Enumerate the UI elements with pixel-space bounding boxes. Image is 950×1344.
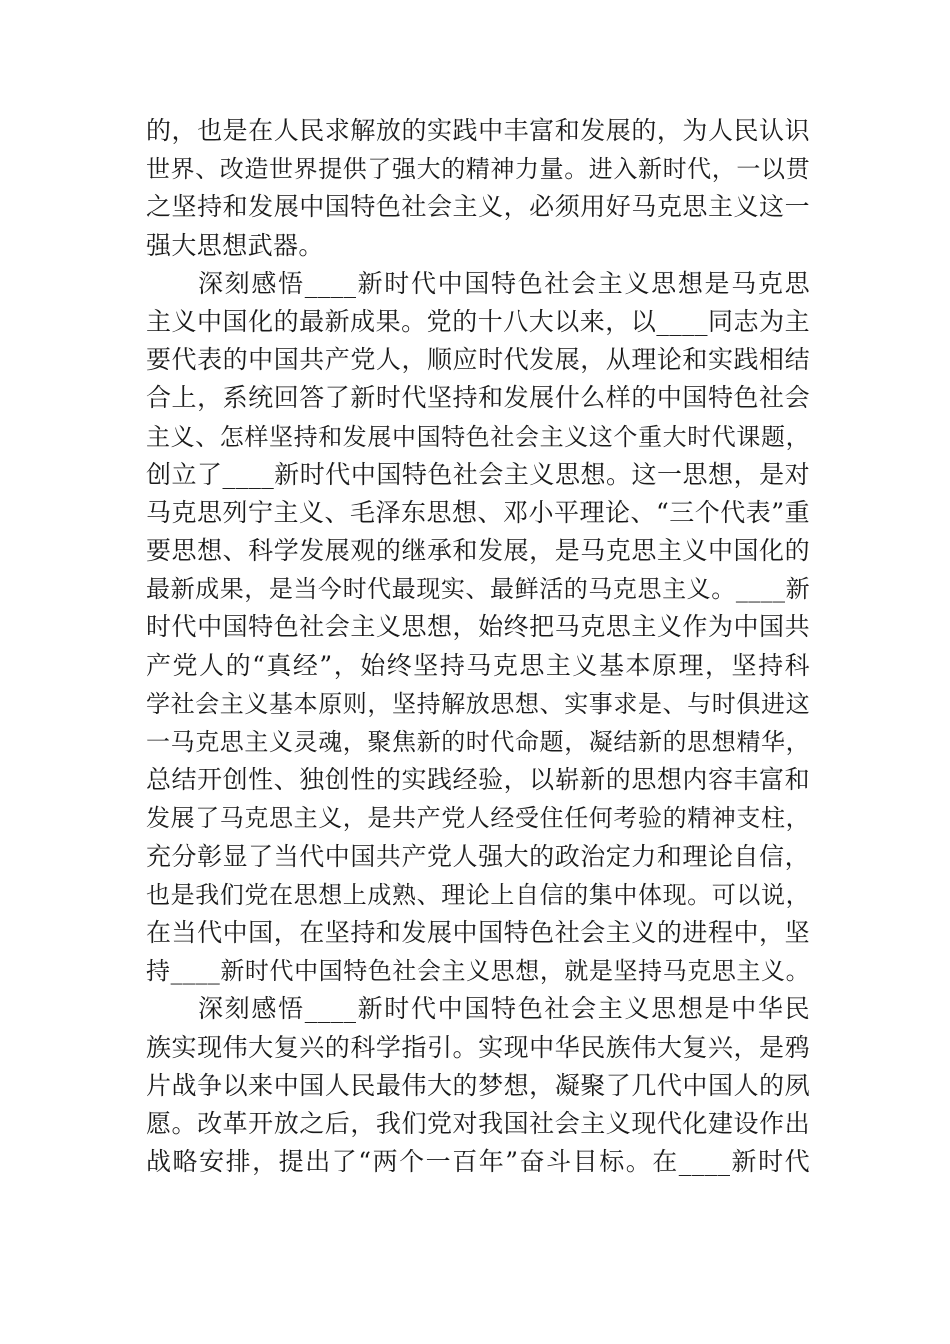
text-line: 合上，系统回答了新时代坚持和发展什么样的中国特色社会	[146, 383, 810, 413]
text-line: 强大思想武器。	[146, 230, 324, 260]
text-line: 时代中国特色社会主义思想，始终把马克思主义作为中国共	[146, 612, 810, 642]
text-line: 主义中国化的最新成果。党的十八大以来，以____同志为主	[146, 306, 810, 336]
text-line: 世界、改造世界提供了强大的精神力量。进入新时代，一以贯	[146, 155, 810, 184]
text-line: 战略安排，提出了“两个一百年”奋斗目标。在____新时代	[146, 1147, 810, 1177]
text-line: 愿。改革开放之后，我们党对我国社会主义现代化建设作出	[146, 1108, 810, 1138]
text-line: 深刻感悟____新时代中国特色社会主义思想是中华民	[198, 994, 810, 1024]
text-line: 学社会主义基本原则，坚持解放思想、实事求是、与时俱进这	[146, 689, 810, 718]
text-line: 充分彰显了当代中国共产党人强大的政治定力和理论自信，	[146, 841, 810, 871]
text-line: 最新成果，是当今时代最现实、最鲜活的马克思主义。____新	[146, 575, 810, 604]
text-line: 创立了____新时代中国特色社会主义思想。这一思想，是对	[146, 459, 810, 489]
text-line: 的，也是在人民求解放的实践中丰富和发展的，为人民认识	[146, 116, 810, 145]
text-line: 片战争以来中国人民最伟大的梦想，凝聚了几代中国人的夙	[146, 1070, 810, 1100]
text-line: 也是我们党在思想上成熟、理论上自信的集中体现。可以说，	[146, 880, 810, 909]
text-line: 要代表的中国共产党人，顺应时代发展，从理论和实践相结	[146, 345, 810, 375]
text-line: 产党人的“真经”，始终坚持马克思主义基本原理，坚持科	[146, 650, 810, 680]
text-line: 一马克思主义灵魂，聚焦新的时代命题，凝结新的思想精华，	[146, 728, 810, 756]
text-line: 总结开创性、独创性的实践经验，以崭新的思想内容丰富和	[146, 765, 810, 795]
text-line: 族实现伟大复兴的科学指引。实现中华民族伟大复兴，是鸦	[146, 1032, 810, 1062]
text-line: 马克思列宁主义、毛泽东思想、邓小平理论、“三个代表”重	[146, 497, 810, 527]
text-line: 深刻感悟____新时代中国特色社会主义思想是马克思	[198, 268, 810, 298]
text-line: 在当代中国，在坚持和发展中国特色社会主义的进程中，坚	[146, 917, 810, 947]
text-line: 要思想、科学发展观的继承和发展，是马克思主义中国化的	[146, 536, 810, 566]
text-line: 主义、怎样坚持和发展中国特色社会主义这个重大时代课题，	[146, 422, 810, 451]
body-text	[146, 112, 810, 1181]
text-line: 持____新时代中国特色社会主义思想，就是坚持马克思主义。	[146, 957, 810, 986]
text-line: 之坚持和发展中国特色社会主义，必须用好马克思主义这一	[146, 192, 810, 222]
text-line: 发展了马克思主义，是共产党人经受住任何考验的精神支柱，	[146, 804, 810, 833]
